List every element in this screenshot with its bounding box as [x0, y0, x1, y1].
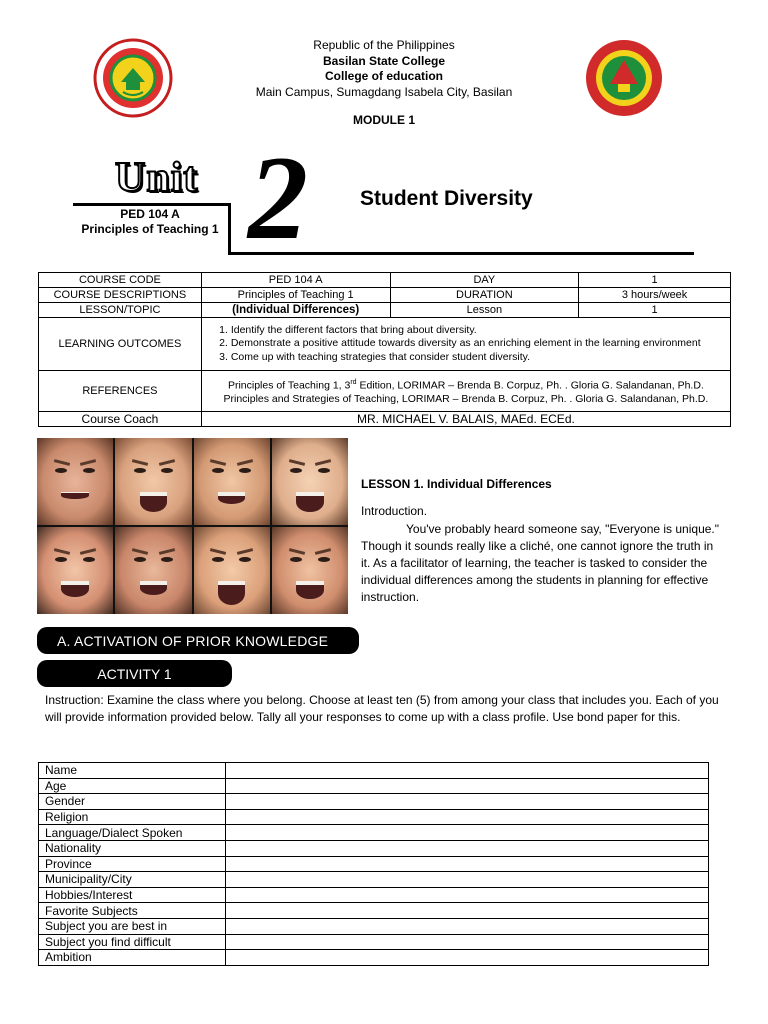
table-row [39, 303, 731, 318]
unit-course-info [80, 207, 220, 237]
table-row [39, 903, 709, 919]
profile-field-answer[interactable] [226, 794, 709, 810]
duration-value: 3 hours/week [579, 288, 731, 303]
list-item: 1. Identify the different factors that bring about diversity. [231, 324, 727, 338]
profile-field-label: Municipality/City [39, 872, 226, 888]
lesson-topic-value: (Individual Differences) [201, 303, 390, 318]
activity-heading: ACTIVITY 1 [37, 660, 232, 687]
unit-divider-top [73, 203, 230, 206]
class-profile-table [38, 762, 709, 966]
reference-1-title: Principles of Teaching 1, 3 [227, 379, 351, 392]
header-republic: Republic of the Philippines [313, 38, 455, 52]
profile-field-answer[interactable] [226, 872, 709, 888]
header-department: College of education [324, 69, 443, 83]
profile-field-label: Age [39, 778, 226, 794]
lesson-number-value: 1 [579, 303, 731, 318]
table-row [39, 934, 709, 950]
reference-1 [205, 376, 727, 393]
profile-field-label: Subject you find difficult [39, 934, 226, 950]
table-row [39, 318, 731, 371]
profile-field-label: Religion [39, 809, 226, 825]
profile-field-label: Favorite Subjects [39, 903, 226, 919]
face-photo [194, 527, 270, 614]
table-row [39, 918, 709, 934]
unit-divider-vertical [228, 203, 231, 255]
course-info-table [38, 272, 731, 427]
profile-field-answer[interactable] [226, 809, 709, 825]
lesson-topic-label: LESSON/TOPIC [39, 303, 202, 318]
table-row [39, 840, 709, 856]
lesson-type-value: Lesson [390, 303, 579, 318]
profile-field-label: Language/Dialect Spoken [39, 825, 226, 841]
unit-number: 2 [248, 131, 308, 264]
profile-field-answer[interactable] [226, 840, 709, 856]
face-photo [37, 527, 113, 614]
unit-course-name: Principles of Teaching 1 [81, 222, 219, 236]
table-row [39, 856, 709, 872]
header-college: Basilan State College [322, 53, 446, 68]
learning-outcomes-list [205, 324, 727, 365]
table-row [39, 825, 709, 841]
course-code-value: PED 104 A [201, 273, 390, 288]
profile-field-label: Subject you are best in [39, 918, 226, 934]
table-row [39, 872, 709, 888]
activity-instruction: Instruction: Examine the class where you belong. Choose at least ten (5) from among your class that includes you. Each of you will provide information provided below. Tally all your responses to come up with a class profile. Use bond paper for this. [45, 693, 719, 724]
learning-outcomes-label: LEARNING OUTCOMES [39, 318, 202, 371]
profile-field-label: Ambition [39, 950, 226, 966]
header-campus: Main Campus, Sumagdang Isabela City, Basilan [255, 84, 513, 99]
face-photo [37, 438, 113, 525]
reference-1-rest: Edition, LORIMAR – Brenda B. Corpuz, Ph. . Gloria G. Salandanan, Ph.D. [356, 379, 704, 392]
profile-field-answer[interactable] [226, 934, 709, 950]
profile-field-label: Gender [39, 794, 226, 810]
profile-field-label: Hobbies/Interest [39, 887, 226, 903]
table-row [39, 371, 731, 412]
college-of-education-logo [584, 38, 664, 118]
profile-field-answer[interactable] [226, 856, 709, 872]
institution-header [200, 38, 568, 100]
table-row [39, 763, 709, 779]
introduction-text: You've probably heard someone say, "Everyone is unique." Though it sounds really like a cliché, one cannot ignore the truth in it. As a facilitator of learning, the teacher is tasked to consider the individual differences among the students in planning for effective instruction. [361, 522, 720, 604]
references-label: REFERENCES [39, 371, 202, 412]
profile-field-label: Nationality [39, 840, 226, 856]
table-row [39, 887, 709, 903]
unit-course-code: PED 104 A [120, 207, 180, 221]
table-row [39, 950, 709, 966]
course-desc-value: Principles of Teaching 1 [201, 288, 390, 303]
face-photo [115, 438, 191, 525]
profile-field-label: Province [39, 856, 226, 872]
day-value: 1 [579, 273, 731, 288]
course-coach-label: Course Coach [39, 412, 202, 427]
basilan-state-college-logo [93, 38, 173, 118]
face-photo [272, 527, 348, 614]
module-title: MODULE 1 [352, 113, 415, 127]
table-row [39, 778, 709, 794]
profile-field-answer[interactable] [226, 918, 709, 934]
list-item: 2. Demonstrate a positive attitude towards diversity as an enriching element in the learning environment [231, 337, 727, 351]
profile-field-answer[interactable] [226, 903, 709, 919]
table-row [39, 273, 731, 288]
table-row [39, 412, 731, 427]
course-coach-value: MR. MICHAEL V. BALAIS, MAEd. ECEd. [201, 412, 730, 427]
face-photo [272, 438, 348, 525]
unit-word: Unit [115, 155, 199, 201]
face-photo [194, 438, 270, 525]
profile-field-label: Name [39, 763, 226, 779]
lesson-title: LESSON 1. Individual Differences [361, 477, 552, 491]
profile-field-answer[interactable] [226, 763, 709, 779]
course-code-label: COURSE CODE [39, 273, 202, 288]
day-label: DAY [390, 273, 579, 288]
reference-1-superscript: rd [350, 378, 357, 386]
duration-label: DURATION [390, 288, 579, 303]
profile-field-answer[interactable] [226, 950, 709, 966]
profile-field-answer[interactable] [226, 825, 709, 841]
unit-title: Student Diversity [360, 187, 533, 210]
table-row [39, 794, 709, 810]
list-item: 3. Come up with teaching strategies that consider student diversity. [231, 351, 727, 365]
learning-outcomes-cell [201, 318, 730, 371]
course-desc-label: COURSE DESCRIPTIONS [39, 288, 202, 303]
class-profile-body [39, 763, 709, 966]
introduction-label: Introduction. [361, 504, 428, 518]
table-row [39, 288, 731, 303]
children-faces-image [37, 438, 348, 614]
profile-field-answer[interactable] [226, 778, 709, 794]
section-activation-heading: A. ACTIVATION OF PRIOR KNOWLEDGE [37, 627, 359, 654]
references-cell [201, 371, 730, 412]
face-photo [115, 527, 191, 614]
reference-2: Principles and Strategies of Teaching, LORIMAR – Brenda B. Corpuz, Ph. . Gloria G. Salandanan, Ph.D. [223, 392, 709, 405]
profile-field-answer[interactable] [226, 887, 709, 903]
table-row [39, 809, 709, 825]
